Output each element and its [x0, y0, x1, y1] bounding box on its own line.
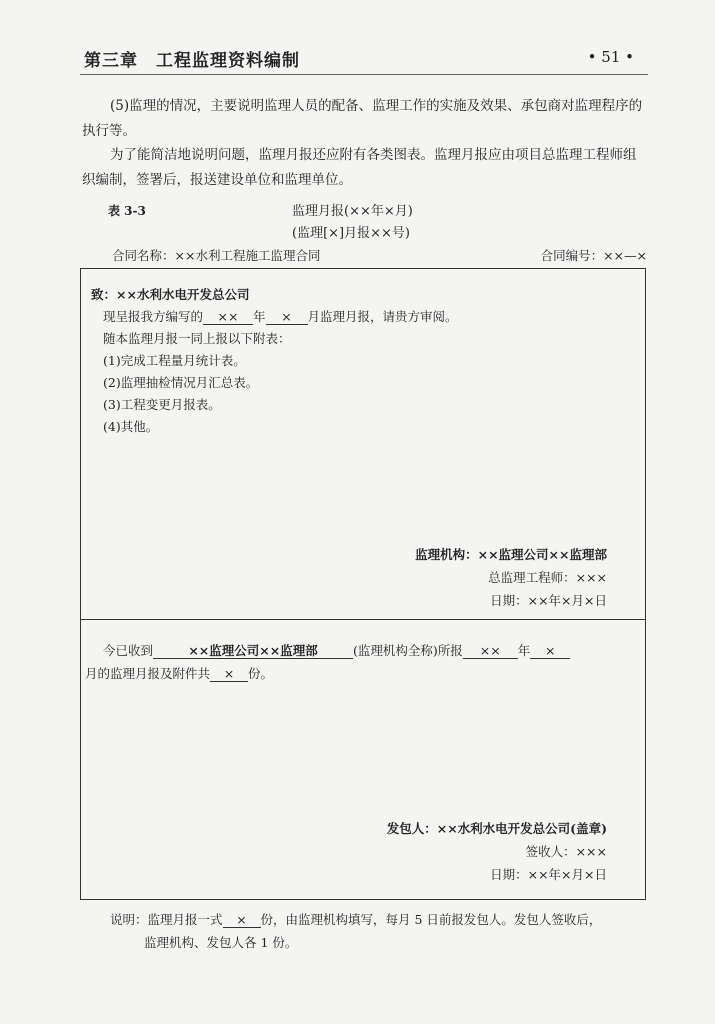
attachments-intro: 随本监理月报一同上报以下附表： — [103, 331, 291, 346]
report-month-field: × — [266, 309, 308, 325]
received-month-field: × — [530, 643, 570, 659]
report-form — [80, 268, 646, 900]
contract-name: 合同名称：××水利工程施工监理合同 — [112, 248, 321, 263]
received-org-field: ××监理公司××监理部 — [153, 643, 353, 659]
attachment-item: (3)工程变更月报表。 — [103, 397, 221, 412]
receipt-date: 日期：××年×月×日 — [490, 867, 607, 882]
attachment-item: (4)其他。 — [103, 419, 159, 434]
table-subtitle: (监理[×]月报××号) — [292, 226, 410, 241]
paragraph-charts: 为了能简洁地说明问题，监理月报还应附有各类图表。监理月报应由项目总监理工程师组织编制，签署后，报送建设单位和监理单位。 — [82, 147, 637, 188]
page-header — [80, 40, 648, 75]
note-line-2: 监理机构、发包人各 1 份。 — [144, 935, 298, 950]
report-line: 现呈报我方编写的 ×× 年 × 月监理月报，请贵方审阅。 — [103, 309, 458, 324]
receipt-line-1: 今已收到 ××监理公司××监理部 (监理机构全称)所报 ×× 年 × — [103, 641, 570, 659]
addressee: 致：××水利水电开发总公司 — [91, 287, 250, 302]
received-year-field: ×× — [463, 643, 518, 659]
note-copies-field: × — [223, 912, 261, 928]
contract-number: 合同编号：××—× — [540, 248, 647, 263]
page-number: • 51 • — [587, 48, 634, 66]
supervision-org: 监理机构：××监理公司××监理部 — [415, 547, 607, 562]
chief-engineer: 总监理工程师：××× — [488, 570, 607, 585]
receipt-line-2: 月的监理月报及附件共 × 份。 — [85, 666, 274, 681]
receipt-section — [81, 619, 645, 899]
table-title: 监理月报(××年×月) — [292, 204, 413, 219]
attachment-item: (2)监理抽检情况月汇总表。 — [103, 375, 259, 390]
attachment-item: (1)完成工程量月统计表。 — [103, 353, 246, 368]
signer: 签收人：××× — [525, 844, 607, 859]
chapter-title: 第三章 工程监理资料编制 — [84, 51, 300, 71]
table-label: 表 3-3 — [108, 204, 146, 218]
form-note — [110, 908, 650, 954]
employer-seal: 发包人：××水利水电开发总公司(盖章) — [386, 821, 607, 836]
note-line-1: 说明：监理月报一式 × 份，由监理机构填写，每月 5 日前报发包人。发包人签收后， — [110, 912, 602, 927]
report-year-field: ×× — [203, 309, 253, 325]
paragraph-monitoring: (5)监理的情况，主要说明监理人员的配备、监理工作的实施及效果、承包商对监理程序的执行等。 — [82, 98, 643, 139]
report-section — [81, 269, 645, 620]
report-date: 日期：××年×月×日 — [490, 593, 607, 608]
copies-field: × — [210, 666, 248, 682]
